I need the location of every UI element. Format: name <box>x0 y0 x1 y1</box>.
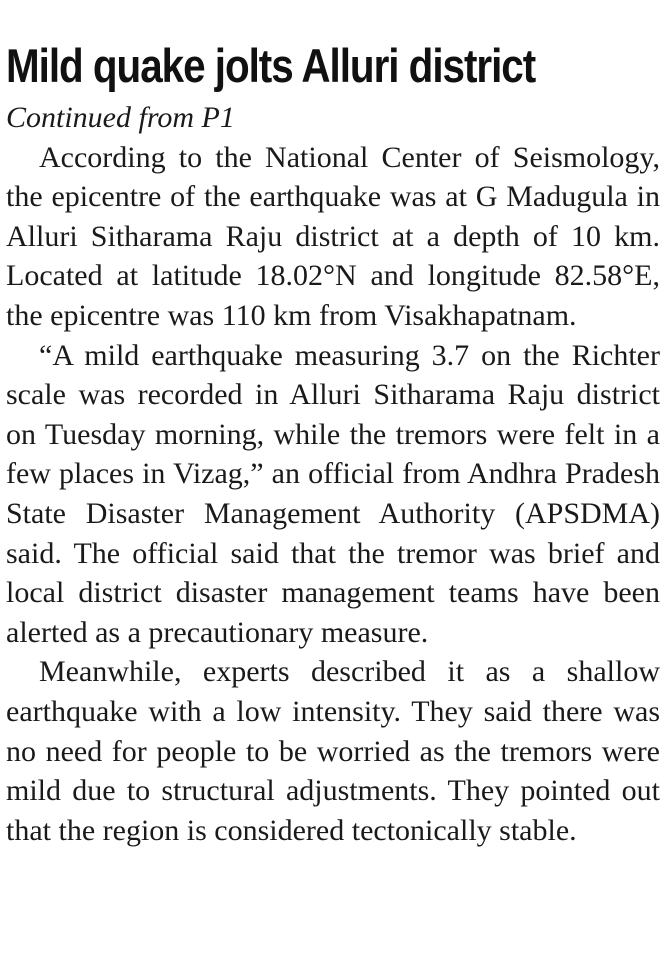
headline: Mild quake jolts Alluri district <box>6 39 536 93</box>
paragraph-1: According to the National Center of Seismology, the epicentre of the earthquake was at G Madugula in Alluri Sitharama Raju district at a depth of 10 km. Located at latitude 18.02°N and longitude 82.58°E, the epicentre was 110 km from Visakhapatnam. <box>6 140 660 332</box>
paragraph-2: “A mild earthquake measuring 3.7 on the Richter scale was recorded in Alluri Sitharama Raju district on Tuesday morning, while the tremors were felt in a few places in Vizag,” an official from Andhra Pradesh State Disaster Management Authority (APSDMA) said. The official said that the tremor was brief and local district disaster management teams have been alerted as a precautionary measure. <box>6 338 660 649</box>
article-body <box>6 98 660 850</box>
continued-from-label: Continued from P1 <box>6 101 235 134</box>
paragraph-3: Meanwhile, experts described it as a shallow earthquake with a low intensity. They said there was no need for people to be worried as the tremors were mild due to structural adjustments. They pointed out that the region is considered tectonically stable. <box>6 655 660 847</box>
